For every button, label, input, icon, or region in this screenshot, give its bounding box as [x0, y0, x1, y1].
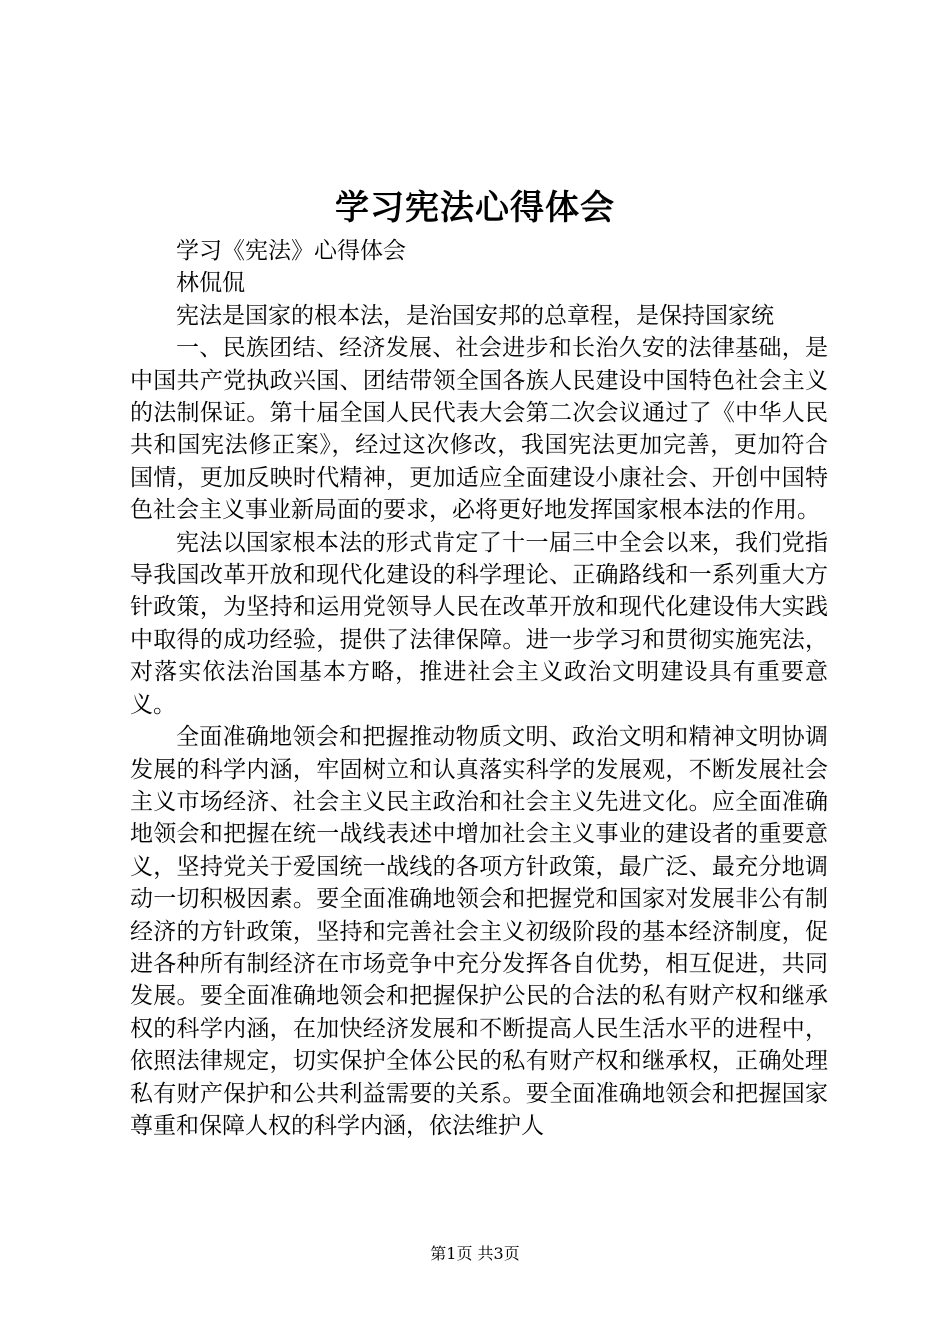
author-paragraph: 林侃侃: [176, 270, 245, 297]
body-paragraph: 全面准确地领会和把握推动物质文明、政治文明和精神文明协调发展的科学内涵，牢固树立和认真落实科学的发展观，不断发展社会主义市场经济、社会主义民主政治和社会主义先进文化。应全面准确地领会和把握在统一战线表述中增加社会主义事业的建设者的重要意义，坚持党关于爱国统一战线的各项方针政策，最广泛、最充分地调动一切积极因素。要全面准确地领会和把握党和国家对发展非公有制经济的方针政策，坚持和完善社会主义初级阶段的基本经济制度，促进各种所有制经济在市场竞争中充分发挥各自优势，相互促进，共同发展。要全面准确地领会和把握保护公民的合法的私有财产权和继承权的科学内涵，在加快经济发展和不断提高人民生活水平的进程中，依照法律规定，切实保护全体公民的私有财产权和继承权，正确处理私有财产保护和公共利益需要的关系。要全面准确地领会和把握国家尊重和保障人权的科学内涵，依法维护人: [130, 724, 828, 1139]
body-paragraph: 一、民族团结、经济发展、社会进步和长治久安的法律基础，是中国共产党执政兴国、团结带领全国各族人民建设中国特色社会主义的法制保证。第十届全国人民代表大会第二次会议通过了《中华人民共和国宪法修正案》，经过这次修改，我国宪法更加完善，更加符合国情，更加反映时代精神，更加适应全面建设小康社会、开创中国特色社会主义事业新局面的要求，必将更好地发挥国家根本法的作用。: [130, 335, 828, 524]
body-paragraph: 宪法以国家根本法的形式肯定了十一届三中全会以来，我们党指导我国改革开放和现代化建设的科学理论、正确路线和一系列重大方针政策，为坚持和运用党领导人民在改革开放和现代化建设伟大实践中取得的成功经验，提供了法律保障。进一步学习和贯彻实施宪法，对落实依法治国基本方略，推进社会主义政治文明建设具有重要意义。: [130, 529, 828, 718]
document-body: [130, 235, 828, 1142]
document-title: 学习宪法心得体会: [335, 188, 615, 228]
subtitle-paragraph: 学习《宪法》心得体会: [176, 238, 406, 264]
page-footer: 第1页 共3页: [430, 1244, 520, 1263]
body-paragraph: 宪法是国家的根本法，是治国安邦的总章程，是保持国家统: [176, 302, 774, 329]
